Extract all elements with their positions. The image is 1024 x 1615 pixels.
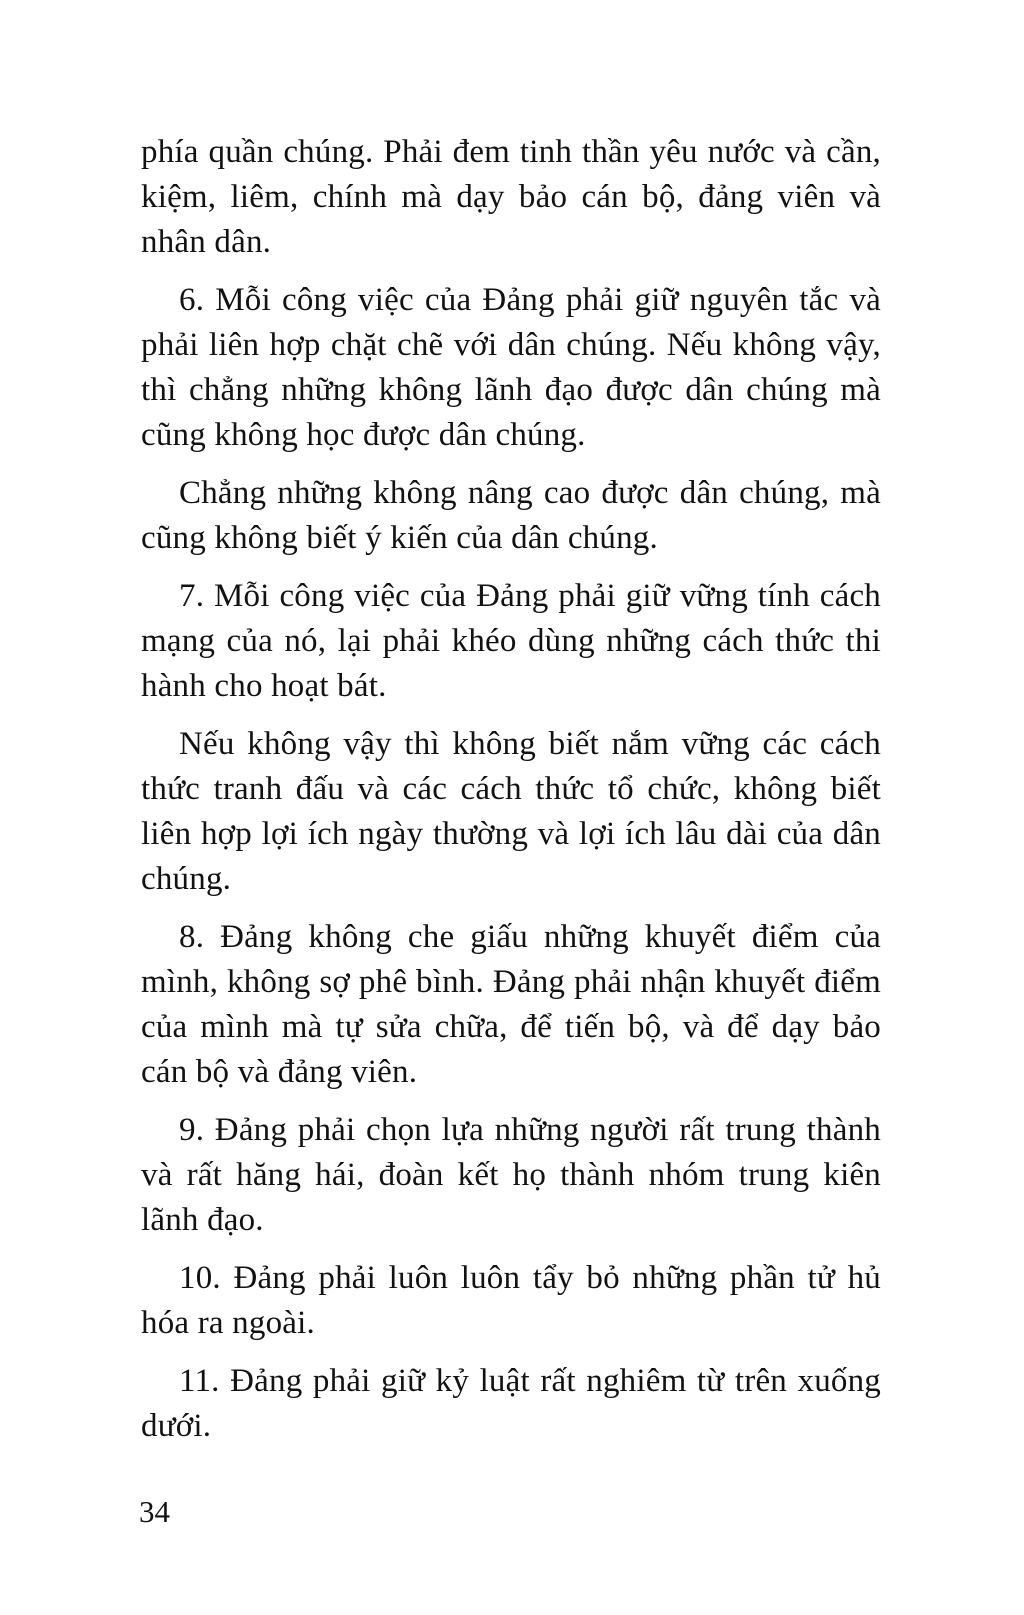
body-text [141,130,881,1449]
paragraph-point-7: 7. Mỗi công việc của Đảng phải giữ vững tính cách mạng của nó, lại phải khéo dùng những cách thức thi hành cho hoạt bát. [141,578,881,704]
paragraph-continuation: phía quần chúng. Phải đem tinh thần yêu nước và cần, kiệm, liêm, chính mà dạy bảo cán bộ, đảng viên và nhân dân. [141,134,881,260]
paragraph-point-6: 6. Mỗi công việc của Đảng phải giữ nguyên tắc và phải liên hợp chặt chẽ với dân chúng. Nếu không vậy, thì chẳng những không lãnh đạo được dân chúng mà cũng không học được dân chúng. [141,282,881,453]
paragraph-point-7-note: Nếu không vậy thì không biết nắm vững các cách thức tranh đấu và các cách thức tổ chức, không biết liên hợp lợi ích ngày thường và lợi ích lâu dài của dân chúng. [141,726,881,897]
page-number: 34 [139,1494,170,1529]
paragraph-point-9: 9. Đảng phải chọn lựa những người rất trung thành và rất hăng hái, đoàn kết họ thành nhóm trung kiên lãnh đạo. [141,1112,881,1238]
paragraph-point-11: 11. Đảng phải giữ kỷ luật rất nghiêm từ trên xuống dưới. [141,1363,881,1444]
paragraph-point-10: 10. Đảng phải luôn luôn tẩy bỏ những phần tử hủ hóa ra ngoài. [141,1260,881,1341]
paragraph-point-6-note: Chẳng những không nâng cao được dân chúng, mà cũng không biết ý kiến của dân chúng. [141,475,881,556]
paragraph-point-8: 8. Đảng không che giấu những khuyết điểm của mình, không sợ phê bình. Đảng phải nhận khuyết điểm của mình mà tự sửa chữa, để tiến bộ, và để dạy bảo cán bộ và đảng viên. [141,919,881,1090]
